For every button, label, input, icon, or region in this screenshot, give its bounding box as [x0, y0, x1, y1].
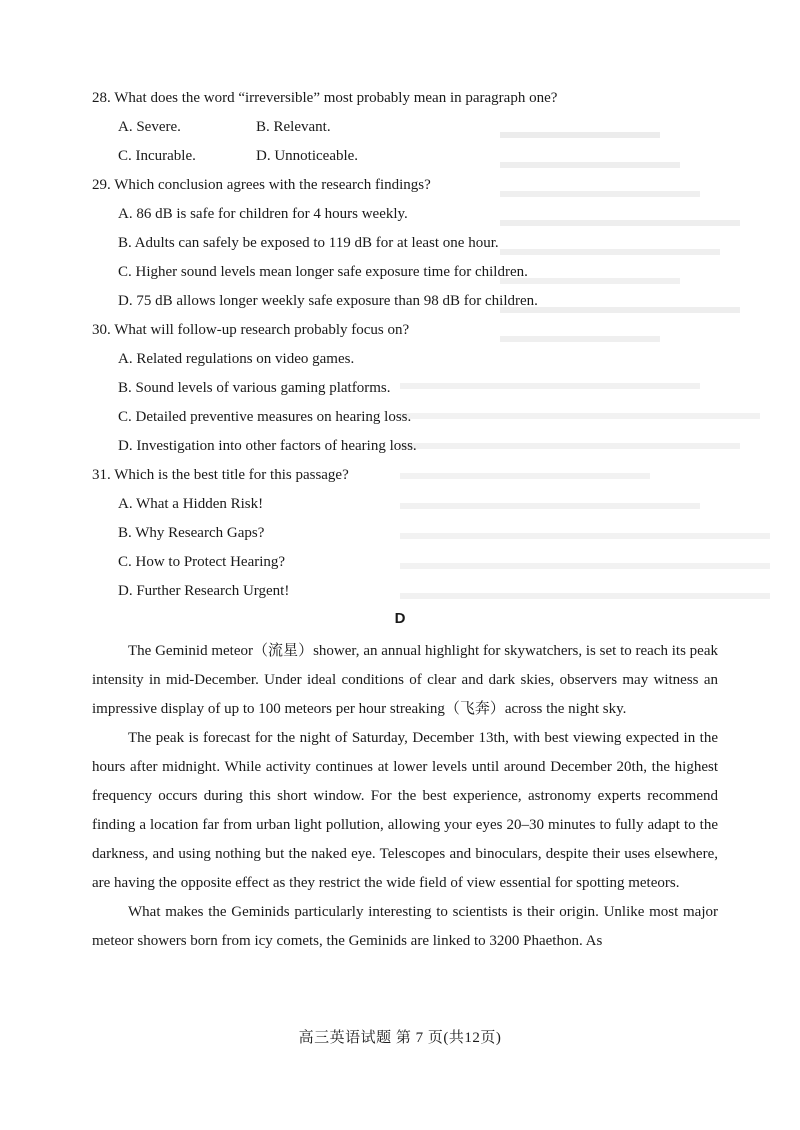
- option-c: C. Incurable.: [118, 148, 196, 164]
- option-a: A. Related regulations on video games.: [118, 351, 355, 367]
- option-d: D. Investigation into other factors of hearing loss.: [118, 438, 417, 454]
- passage-paragraph-3: What makes the Geminids particularly interesting to scientists is their origin. Unlike most major meteor showers born from icy comets, the Geminids are linked to 3200 Phaethon. As: [92, 904, 718, 949]
- option-row: [92, 113, 712, 142]
- option-row: [92, 142, 712, 171]
- passage-paragraph-2: The peak is forecast for the night of Saturday, December 13th, with best viewing expected in the hours after midnight. While activity continues at lower levels until around December 20th, the highest frequency occurs during this short window. For the best experience, astronomy experts recommend finding a location far from urban light pollution, allowing your eyes 20–30 minutes to fully adapt to the darkness, and using nothing but the naked eye. Telescopes and binoculars, despite their uses elsewhere, are having the opposite effect as they restrict the wide field of view essential for spotting meteors.: [92, 730, 718, 891]
- question-stem: 30. What will follow-up research probably focus on?: [92, 322, 410, 338]
- page-footer: 高三英语试题 第 7 页(共12页): [298, 1030, 502, 1046]
- section-heading: D: [394, 610, 406, 627]
- question-stem: 28. What does the word “irreversible” most probably mean in paragraph one?: [92, 90, 558, 106]
- question-30: [92, 316, 712, 461]
- passage-paragraph-1: The Geminid meteor（流星）shower, an annual highlight for skywatchers, is set to reach its peak intensity in mid-December. Under ideal conditions of clear and dark skies, observers may witness an impressive display of up to 100 meteors per hour streaking（飞奔）across the night sky.: [92, 643, 718, 717]
- option-d: D. 75 dB allows longer weekly safe exposure than 98 dB for children.: [118, 293, 538, 309]
- option-c: C. Detailed preventive measures on hearing loss.: [118, 409, 412, 425]
- option-b: B. Sound levels of various gaming platforms.: [118, 380, 391, 396]
- option-a: A. 86 dB is safe for children for 4 hours weekly.: [118, 206, 408, 222]
- reading-passage: [92, 637, 718, 956]
- option-b: B. Why Research Gaps?: [118, 525, 265, 541]
- option-d: D. Further Research Urgent!: [118, 583, 290, 599]
- option-b: B. Relevant.: [256, 119, 331, 135]
- option-c: C. Higher sound levels mean longer safe exposure time for children.: [118, 264, 528, 280]
- option-c: C. How to Protect Hearing?: [118, 554, 286, 570]
- question-28: [92, 84, 712, 171]
- question-29: [92, 171, 712, 316]
- question-stem: 29. Which conclusion agrees with the research findings?: [92, 177, 431, 193]
- option-a: A. Severe.: [118, 119, 181, 135]
- question-list: [92, 84, 712, 606]
- option-b: B. Adults can safely be exposed to 119 dB for at least one hour.: [118, 235, 499, 251]
- option-d: D. Unnoticeable.: [256, 148, 359, 164]
- question-31: [92, 461, 712, 606]
- option-a: A. What a Hidden Risk!: [118, 496, 264, 512]
- question-stem: 31. Which is the best title for this passage?: [92, 467, 349, 483]
